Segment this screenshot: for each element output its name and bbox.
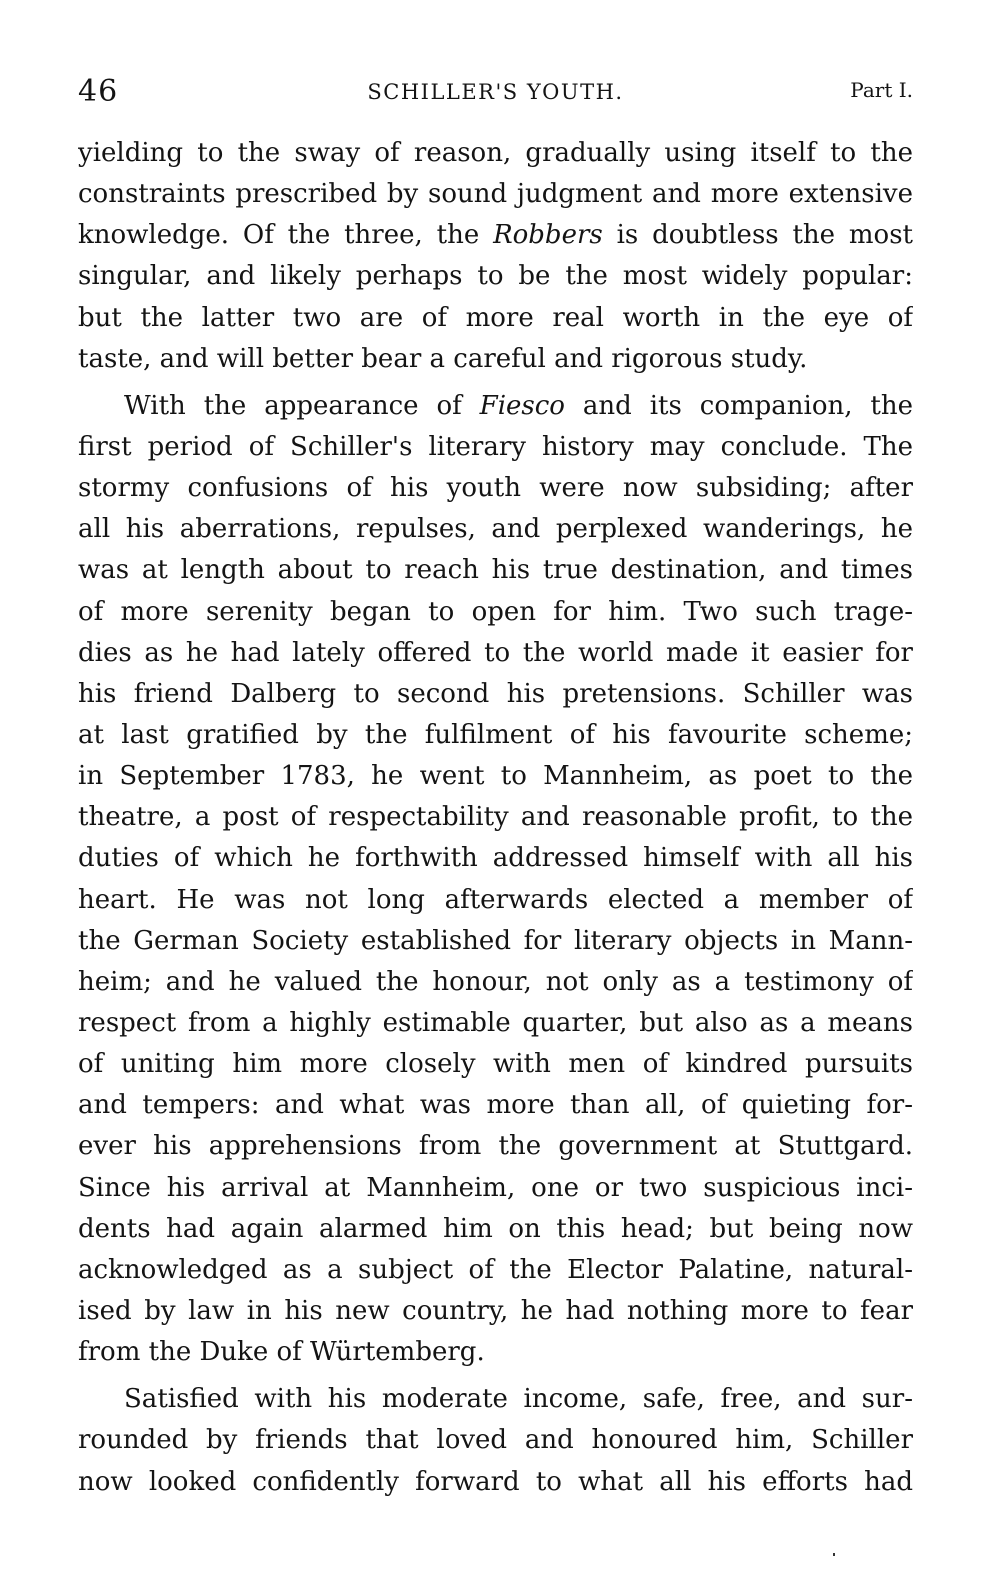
text-line: dies as he had lately offered to the world made it easier for xyxy=(78,637,913,668)
text-line: but the latter two are of more real worth in the eye of xyxy=(78,302,913,333)
text-line: ever his apprehensions from the government at Stuttgard. xyxy=(78,1131,913,1162)
page-header xyxy=(78,72,913,112)
text-line: knowledge. Of the three, the Robbers is doubtless the most xyxy=(78,220,913,251)
text-line: stormy confusions of his youth were now subsiding; after xyxy=(78,473,913,504)
text-line: of more serenity began to open for him. Two such trage- xyxy=(78,596,913,627)
text-line: first period of Schiller's literary history may conclude. The xyxy=(78,431,913,462)
text-line: singular, and likely perhaps to be the most widely popular: xyxy=(78,261,913,292)
paragraph xyxy=(78,386,913,1373)
text-line: ised by law in his new country, he had nothing more to fear xyxy=(78,1295,913,1326)
italic-title: Fiesco xyxy=(479,390,565,421)
text-line: now looked confidently forward to what all his efforts had xyxy=(78,1466,913,1497)
text-line: acknowledged as a subject of the Elector Palatine, natural- xyxy=(78,1254,913,1285)
text-line: of uniting him more closely with men of kindred pursuits xyxy=(78,1049,913,1080)
paragraph xyxy=(78,133,913,380)
italic-title: Robbers xyxy=(493,220,603,251)
text-line: was at length about to reach his true destination, and times xyxy=(78,555,913,586)
text-line: at last gratified by the fulfilment of his favourite scheme; xyxy=(78,719,913,750)
text-line: respect from a highly estimable quarter, but also as a means xyxy=(78,1007,913,1038)
text-line: his friend Dalberg to second his pretensions. Schiller was xyxy=(78,678,913,709)
text-line: rounded by friends that loved and honoured him, Schiller xyxy=(78,1425,913,1456)
text-line: yielding to the sway of reason, gradually using itself to the xyxy=(78,138,913,168)
text-line: Since his arrival at Mannheim, one or two suspicious inci- xyxy=(78,1172,913,1203)
running-title: SCHILLER'S YOUTH. xyxy=(367,80,624,104)
print-speck xyxy=(833,1553,835,1556)
text-line: from the Duke of Würtemberg. xyxy=(78,1337,485,1368)
text-line: dents had again alarmed him on this head; but being now xyxy=(78,1213,913,1244)
text-line: duties of which he forthwith addressed himself with all his xyxy=(78,843,913,874)
text-line: theatre, a post of respectability and reasonable profit, to the xyxy=(78,802,913,833)
text-line: Satisfied with his moderate income, safe, free, and sur- xyxy=(124,1384,913,1415)
text-line: heart. He was not long afterwards elected a member of xyxy=(78,884,913,915)
page-number: 46 xyxy=(78,74,119,109)
text-line: the German Society established for literary objects in Mann- xyxy=(78,925,913,956)
text-line: all his aberrations, repulses, and perplexed wanderings, he xyxy=(78,514,913,545)
text-line: With the appearance of Fiesco and its companion, the xyxy=(124,390,913,421)
text-line: constraints prescribed by sound judgment and more extensive xyxy=(78,179,913,210)
text-line: heim; and he valued the honour, not only as a testimony of xyxy=(78,966,913,997)
text-line: taste, and will better bear a careful and rigorous study. xyxy=(78,343,808,374)
paragraph xyxy=(78,1379,913,1502)
text-line: in September 1783, he went to Mannheim, as poet to the xyxy=(78,761,913,792)
body-text xyxy=(78,133,913,1503)
text-line: and tempers: and what was more than all, of quieting for- xyxy=(78,1090,913,1121)
part-label: Part I. xyxy=(850,78,913,102)
